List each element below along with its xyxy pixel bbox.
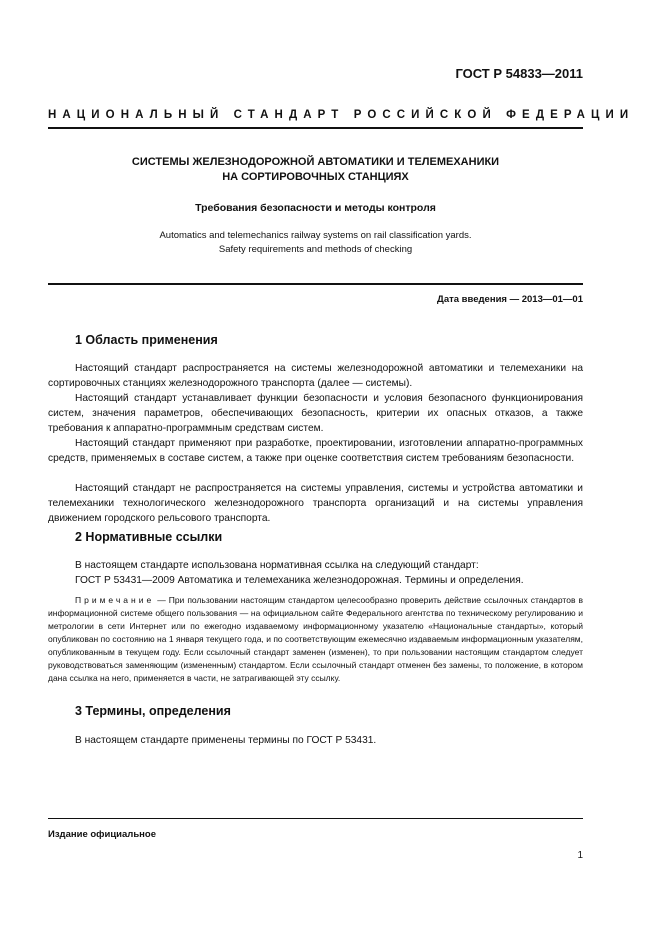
- title-line-1: СИСТЕМЫ ЖЕЛЕЗНОДОРОЖНОЙ АВТОМАТИКИ И ТЕЛЕМЕХАНИКИ: [131, 156, 500, 168]
- national-standard-banner: НАЦИОНАЛЬНЫЙ СТАНДАРТ РОССИЙСКОЙ ФЕДЕРАЦИИ: [48, 109, 635, 121]
- title-rule: [48, 283, 583, 285]
- section-1-heading: 1 Область применения: [75, 333, 218, 347]
- document-subtitle: Требования безопасности и методы контроля: [195, 202, 436, 214]
- note-label: Примечание: [75, 595, 155, 605]
- footer-rule: [48, 818, 583, 819]
- section-1-paragraph-4: Настоящий стандарт не распространяется на системы управления, системы и устройства автоматики и телемеханики технологического железнодорожного транспорта организаций и на системы управления движением городского рельсового транспорта.: [48, 483, 583, 524]
- section-1-paragraph-2: Настоящий стандарт устанавливает функции безопасности и условия безопасного функционирования систем, значения параметров, обеспечивающих безопасность, критерии их опасных отказов, а также требования к аппаратно-программным средствам систем.: [48, 393, 583, 434]
- section-1-paragraph-1: Настоящий стандарт распространяется на системы железнодорожной автоматики и телемеханики на сортировочных станциях железнодорожного транспорта (далее — системы).: [48, 363, 583, 389]
- edition-label: Издание официальное: [48, 829, 156, 840]
- top-rule: [48, 127, 583, 129]
- section-2-heading: 2 Нормативные ссылки: [75, 530, 223, 544]
- page-number: 1: [577, 850, 583, 861]
- english-title: [48, 229, 583, 257]
- section-3-paragraph-1: В настоящем стандарте применены термины по ГОСТ Р 53431.: [75, 735, 377, 746]
- document-title: [48, 155, 583, 185]
- gost-number: ГОСТ Р 54833—2011: [455, 66, 583, 81]
- note-text: — При пользовании настоящим стандартом целесообразно проверить действие ссылочных стандартов в информационной системе общего пользования — на официальном сайте Федерального агентства по техническому регулированию и метрологии в сети Интернет или по ежегодно издаваемому информационному указателю «Национальные стандарты», который опубликован по состоянию на 1 января текущего года, и по соответствующим ежемесячно издаваемым информационным указателям, опубликованным в текущем году. Если ссылочный стандарт заменен (изменен), то при пользовании настоящим стандартом следует руководствоваться заменяющим (измененным) стандартом. Если ссылочный стандарт отменен без замены, то положение, в котором дана ссылка на него, применяется в части, не затрагивающей эту ссылку.: [48, 595, 583, 683]
- title-line-2: НА СОРТИРОВОЧНЫХ СТАНЦИЯХ: [222, 171, 409, 183]
- section-2-paragraph-1: В настоящем стандарте использована нормативная ссылка на следующий стандарт:: [75, 560, 479, 571]
- english-title-line-1: Automatics and telemechanics railway systems on rail classification yards.: [159, 230, 472, 241]
- section-3-heading: 3 Термины, определения: [75, 704, 231, 718]
- english-title-line-2: Safety requirements and methods of checking: [218, 244, 413, 255]
- intro-date: Дата введения — 2013—01—01: [437, 294, 583, 305]
- section-2-reference: ГОСТ Р 53431—2009 Автоматика и телемеханика железнодорожная. Термины и определения.: [75, 575, 524, 586]
- section-1-paragraph-3: Настоящий стандарт применяют при разработке, проектировании, изготовлении аппаратно-программных средств, применяемых в составе систем, а также при оценке соответствия систем требованиям безопасности.: [48, 438, 583, 464]
- section-2-note: [48, 594, 583, 685]
